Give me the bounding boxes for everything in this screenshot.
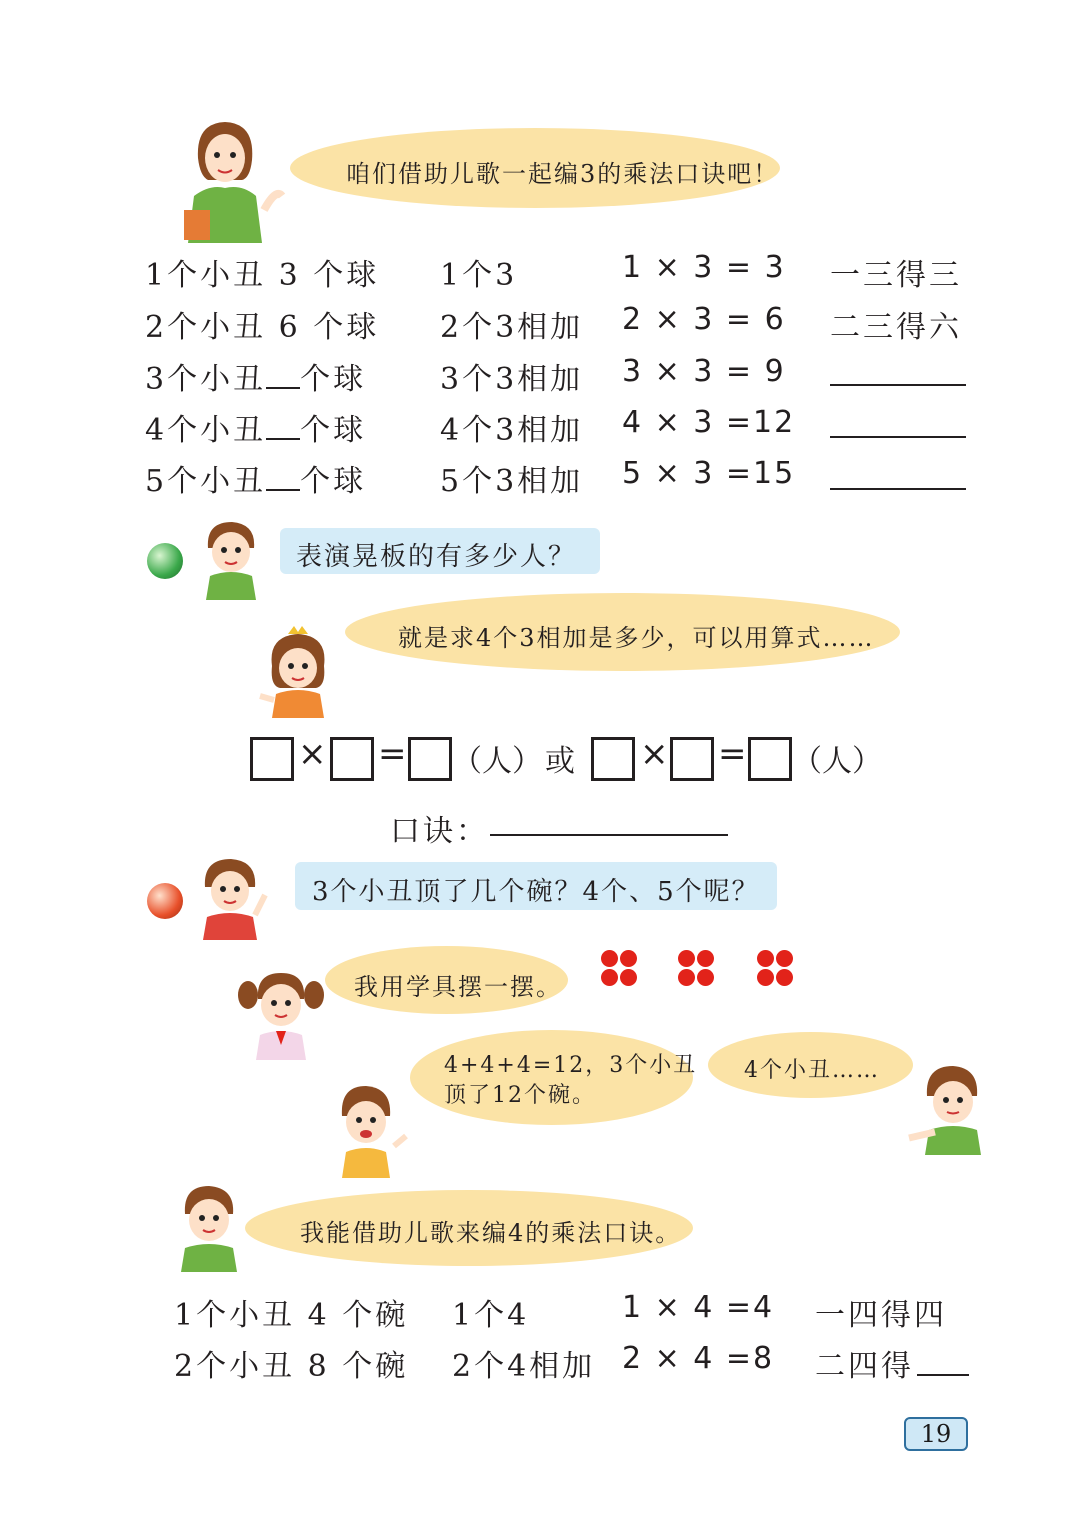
ball-unit: 个球	[300, 413, 367, 448]
table3-row-4	[145, 405, 366, 449]
teacher-bubble-text: 咱们借助儿歌一起编3的乘法口诀吧！	[346, 160, 780, 188]
table3-row-1	[145, 250, 379, 294]
table3-koujue-blank-4[interactable]	[830, 436, 966, 438]
table3-row-2	[145, 302, 379, 346]
red-counter	[601, 969, 618, 986]
table4-add-2: 2个4相加	[452, 1349, 596, 1384]
ball-count-blank[interactable]	[266, 414, 300, 440]
bowl-unit: 个碗	[342, 1298, 409, 1333]
unit-label: （人）	[792, 744, 882, 779]
times-sign: ×	[298, 734, 327, 774]
table3-row-3	[145, 354, 366, 398]
bowl-count: 8	[307, 1349, 330, 1384]
table3-eq-5: 5 × 3 =15	[622, 456, 796, 491]
green-ball-icon	[147, 543, 183, 579]
answer-box[interactable]	[748, 737, 792, 781]
clown-count: 1个小丑	[145, 258, 267, 293]
boy-bubble-line2: 顶了12个碗。	[444, 1083, 596, 1108]
table3-koujue-1: 一三得三	[830, 258, 962, 293]
unit-label: （人）	[452, 744, 542, 779]
answer-box[interactable]	[591, 737, 635, 781]
red-counter	[697, 969, 714, 986]
answer-box[interactable]	[670, 737, 714, 781]
answer-box[interactable]	[330, 737, 374, 781]
table4-add-1: 1个4	[452, 1298, 530, 1333]
red-counter	[678, 950, 695, 967]
table4-koujue-2: 二四得	[815, 1349, 914, 1384]
boy2-bubble-text: 4个小丑……	[744, 1058, 880, 1083]
clown-count: 2个小丑	[145, 310, 267, 345]
bowl-unit: 个碗	[342, 1349, 409, 1384]
table4-row-1	[174, 1290, 408, 1334]
ball-count-blank[interactable]	[266, 465, 300, 491]
clown-count: 5个小丑	[145, 464, 267, 499]
equals-sign: =	[718, 734, 747, 774]
koujue-blank[interactable]	[490, 834, 728, 836]
table3-koujue-blank-3[interactable]	[830, 384, 966, 386]
red-counter	[776, 950, 793, 967]
table3-eq-2: 2 × 3 = 6	[622, 302, 786, 337]
clown-count: 4个小丑	[145, 413, 267, 448]
table3-eq-4: 4 × 3 =12	[622, 405, 796, 440]
times-sign: ×	[640, 734, 669, 774]
clown-count: 3个小丑	[145, 362, 267, 397]
answer-box[interactable]	[250, 737, 294, 781]
ball-unit: 个球	[313, 310, 380, 345]
table3-koujue-blank-5[interactable]	[830, 488, 966, 490]
boy3-bubble-text: 我能借助儿歌来编4的乘法口诀。	[300, 1219, 682, 1247]
table3-add-1: 1个3	[440, 258, 518, 293]
page-number: 19	[904, 1417, 968, 1451]
ball-count: 3	[278, 258, 301, 293]
equals-sign: =	[378, 734, 407, 774]
table3-eq-1: 1 × 3 = 3	[622, 250, 786, 285]
red-counter	[697, 950, 714, 967]
red-counter	[757, 950, 774, 967]
teacher-illustration	[180, 118, 290, 243]
girl2-bubble-text: 我用学具摆一摆。	[354, 973, 562, 1001]
red-counter	[678, 969, 695, 986]
boy-bubble-line1: 4+4+4=12，3个小丑	[444, 1053, 698, 1078]
or-label: 或	[545, 744, 575, 779]
table3-add-2: 2个3相加	[440, 310, 584, 345]
red-counter	[601, 950, 618, 967]
ball-unit: 个球	[300, 464, 367, 499]
boy-pointing-illustration	[195, 855, 270, 940]
question2-text: 3个小丑顶了几个碗？4个、5个呢？	[312, 877, 760, 907]
girl-pigtails-illustration	[236, 965, 326, 1060]
girl1-bubble-text: 就是求4个3相加是多少，可以用算式……	[398, 624, 875, 652]
boy-green-illustration	[175, 1180, 243, 1272]
table3-koujue-2: 二三得六	[830, 310, 962, 345]
red-ball-icon	[147, 883, 183, 919]
table4-row-2	[174, 1341, 408, 1385]
answer-box[interactable]	[408, 737, 452, 781]
red-counter	[620, 969, 637, 986]
red-counter	[776, 969, 793, 986]
boy-excited-illustration	[322, 1080, 410, 1178]
red-counter	[757, 969, 774, 986]
boy-thinking-illustration	[905, 1060, 990, 1155]
table4-eq-2: 2 × 4 =8	[622, 1341, 775, 1376]
clown-count: 1个小丑	[174, 1298, 296, 1333]
table4-koujue-blank-2[interactable]	[917, 1374, 969, 1376]
table3-add-5: 5个3相加	[440, 464, 584, 499]
girl-illustration	[258, 626, 338, 718]
ball-unit: 个球	[300, 362, 367, 397]
koujue-label: 口诀：	[390, 814, 489, 849]
table4-koujue-1: 一四得四	[815, 1298, 947, 1333]
table3-add-3: 3个3相加	[440, 362, 584, 397]
table3-add-4: 4个3相加	[440, 413, 584, 448]
ball-unit: 个球	[313, 258, 380, 293]
bowl-count: 4	[307, 1298, 330, 1333]
red-counter	[620, 950, 637, 967]
table3-row-5	[145, 456, 366, 500]
clown-count: 2个小丑	[174, 1349, 296, 1384]
question1-text: 表演晃板的有多少人？	[296, 542, 577, 572]
table4-eq-1: 1 × 4 =4	[622, 1290, 775, 1325]
ball-count-blank[interactable]	[266, 363, 300, 389]
boy-illustration	[200, 518, 262, 600]
ball-count: 6	[278, 310, 301, 345]
table3-eq-3: 3 × 3 = 9	[622, 354, 786, 389]
